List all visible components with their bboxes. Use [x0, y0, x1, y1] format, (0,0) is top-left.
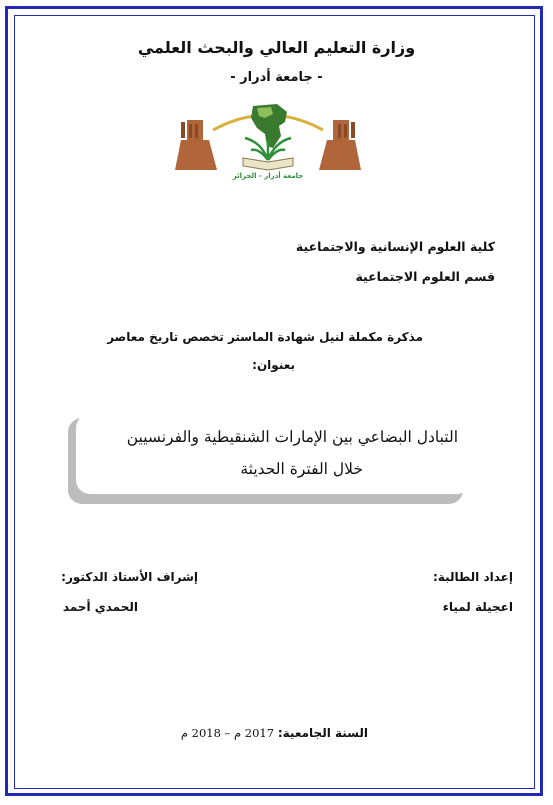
academic-year-label: السنة الجامعية: — [277, 726, 368, 740]
faculty-name: كلية العلوم الإنسانية والاجتماعية — [295, 239, 495, 254]
logo-palm — [245, 138, 291, 160]
memo-description: مذكرة مكملة لنيل شهادة الماستر تخصص تاريخ معاصر — [107, 330, 423, 344]
academic-year — [181, 726, 368, 740]
student-name: اعجيلة لمياء — [442, 600, 513, 614]
department-name: قسم العلوم الاجتماعية — [355, 269, 495, 284]
prepared-by-label: إعداد الطالبة: — [433, 570, 513, 584]
university-name: - جامعة أدرار - — [230, 70, 323, 85]
ministry-title: وزارة التعليم العالي والبحث العلمي — [137, 38, 416, 57]
logo-caption: جامعة أدرار - الجزائر — [232, 172, 304, 180]
academic-year-value: 2017 م – 2018 م — [180, 726, 275, 740]
university-logo — [173, 100, 363, 180]
supervisor-label: إشراف الأستاذ الدكتور: — [61, 570, 198, 584]
title-box — [76, 414, 471, 494]
titled-label: بعنوان: — [252, 358, 295, 372]
supervisor-name: الحمدي أحمد — [62, 600, 138, 614]
thesis-title-line-1: التبادل البضاعي بين الإمارات الشنقيطية والفرنسيين — [126, 428, 458, 446]
thesis-title-line-2: خلال الفترة الحديثة — [240, 460, 363, 478]
